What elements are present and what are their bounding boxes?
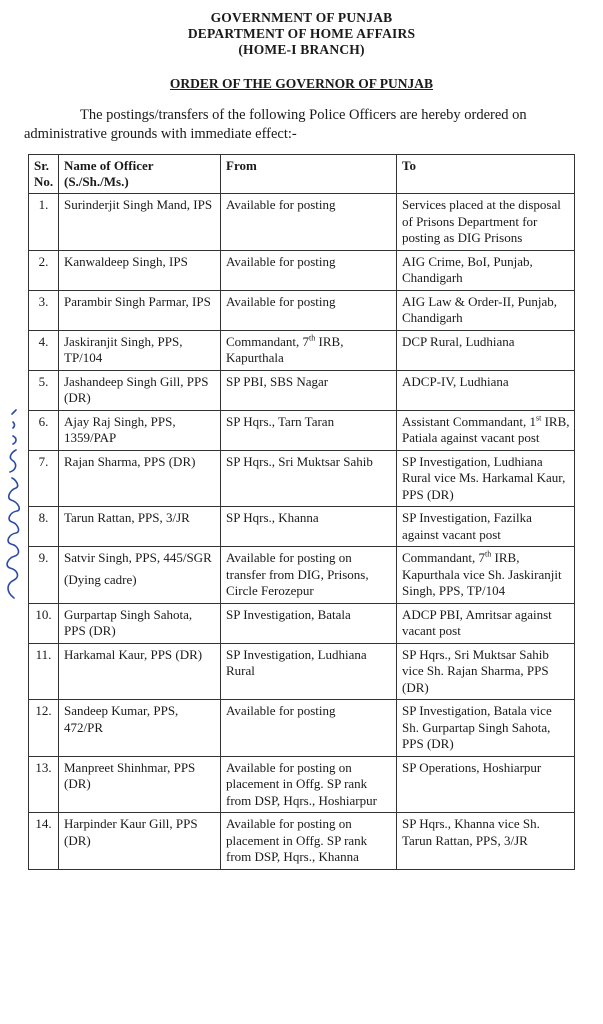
department-heading: DEPARTMENT OF HOME AFFAIRS [187,26,416,41]
table-row [29,507,575,547]
from-text: IRB, Kapurthala [226,333,344,365]
to-cell: ADCP-IV, Ludhiana [397,370,575,410]
to-cell [397,547,575,604]
from-cell: SP Investigation, Ludhiana Rural [221,643,397,700]
from-cell: Available for posting [221,194,397,251]
to-cell: AIG Law & Order-II, Punjab, Chandigarh [397,290,575,330]
to-text: IRB, Kapurthala vice Sh. Jaskiranjit Singh, PPS, TP/104 [402,550,562,598]
header-from: From [221,155,397,194]
postings-table [28,154,575,870]
officer-name-cell: Gurpartap Singh Sahota, PPS (DR) [59,603,221,643]
sr-cell: 12. [29,700,59,757]
header-name-of-officer: Name of Officer (S./Sh./Ms.) [59,155,221,194]
table-row [29,756,575,813]
to-cell: Services placed at the disposal of Prisons Department for posting as DIG Prisons [397,194,575,251]
ordinal-suffix: th [485,549,492,559]
table-row [29,330,575,370]
intro-paragraph: The postings/transfers of the following Police Officers are hereby ordered on administrative grounds with immediate effect:- [24,107,527,142]
to-cell: ADCP PBI, Amritsar against vacant post [397,603,575,643]
to-cell: SP Investigation, Batala vice Sh. Gurpartap Singh Sahota, PPS (DR) [397,700,575,757]
from-cell: Available for posting on placement in Offg. SP rank from DSP, Hqrs., Hoshiarpur [221,756,397,813]
table-row [29,547,575,604]
to-cell: DCP Rural, Ludhiana [397,330,575,370]
officer-name-text: Satvir Singh, PPS, 445/SGR [64,550,212,565]
from-cell: SP PBI, SBS Nagar [221,370,397,410]
table-row [29,700,575,757]
sr-cell: 8. [29,507,59,547]
table-header-row [29,155,575,194]
ordinal-suffix: st [535,413,542,423]
table-row [29,194,575,251]
to-cell: SP Investigation, Fazilka against vacant post [397,507,575,547]
officer-name-cell: Rajan Sharma, PPS (DR) [59,450,221,507]
table-row [29,370,575,410]
sr-cell: 3. [29,290,59,330]
table-row [29,250,575,290]
sr-cell: 6. [29,410,59,450]
sr-cell: 11. [29,643,59,700]
sr-cell: 7. [29,450,59,507]
handwritten-signature [0,402,26,602]
header-sr-no: Sr. No. [29,155,59,194]
officer-name-cell: Kanwaldeep Singh, IPS [59,250,221,290]
table-row [29,450,575,507]
to-cell: SP Operations, Hoshiarpur [397,756,575,813]
from-cell: SP Hqrs., Sri Muktsar Sahib [221,450,397,507]
from-cell: Available for posting [221,700,397,757]
sr-cell: 13. [29,756,59,813]
officer-name-cell: Harkamal Kaur, PPS (DR) [59,643,221,700]
ordinal-suffix: th [309,333,316,343]
from-cell: Available for posting on placement in Offg. SP rank from DSP, Hqrs., Khanna [221,813,397,870]
to-text: IRB, Patiala against vacant post [402,413,570,445]
officer-name-cell: Ajay Raj Singh, PPS, 1359/PAP [59,410,221,450]
officer-name-cell: Jashandeep Singh Gill, PPS (DR) [59,370,221,410]
table-row [29,603,575,643]
officer-name-cell: Sandeep Kumar, PPS, 472/PR [59,700,221,757]
government-heading: GOVERNMENT OF PUNJAB [210,10,393,25]
to-cell: AIG Crime, BoI, Punjab, Chandigarh [397,250,575,290]
sr-cell: 2. [29,250,59,290]
branch-heading: (HOME-I BRANCH) [238,42,365,57]
sr-cell: 10. [29,603,59,643]
to-text: Commandant, 7 [402,550,486,565]
from-cell: Available for posting [221,290,397,330]
table-row [29,410,575,450]
sr-cell: 1. [29,194,59,251]
from-cell: SP Hqrs., Khanna [221,507,397,547]
officer-name-cell: Jaskiranjit Singh, PPS, TP/104 [59,330,221,370]
to-cell: SP Hqrs., Sri Muktsar Sahib vice Sh. Rajan Sharma, PPS (DR) [397,643,575,700]
header-to: To [397,155,575,194]
from-text: Commandant, 7 [226,333,310,349]
order-title: ORDER OF THE GOVERNOR OF PUNJAB [169,76,434,91]
sr-cell: 9. [29,547,59,604]
from-cell: Available for posting [221,250,397,290]
officer-name-cell [59,547,221,604]
from-cell [221,330,397,370]
to-cell: SP Investigation, Ludhiana Rural vice Ms. Harkamal Kaur, PPS (DR) [397,450,575,507]
cadre-note: (Dying cadre) [64,571,137,587]
sr-cell: 5. [29,370,59,410]
from-cell: SP Hqrs., Tarn Taran [221,410,397,450]
from-cell: Available for posting on transfer from DIG, Prisons, Circle Ferozepur [221,547,397,604]
from-cell: SP Investigation, Batala [221,603,397,643]
table-row [29,813,575,870]
table-row [29,290,575,330]
table-row [29,643,575,700]
sr-cell: 14. [29,813,59,870]
officer-name-cell: Surinderjit Singh Mand, IPS [59,194,221,251]
officer-name-cell: Tarun Rattan, PPS, 3/JR [59,507,221,547]
officer-name-cell: Harpinder Kaur Gill, PPS (DR) [59,813,221,870]
to-cell: SP Hqrs., Khanna vice Sh. Tarun Rattan, PPS, 3/JR [397,813,575,870]
officer-name-cell: Parambir Singh Parmar, IPS [59,290,221,330]
officer-name-cell: Manpreet Shinhmar, PPS (DR) [59,756,221,813]
to-text: Assistant Commandant, 1 [402,413,536,429]
sr-cell: 4. [29,330,59,370]
to-cell [397,410,575,450]
